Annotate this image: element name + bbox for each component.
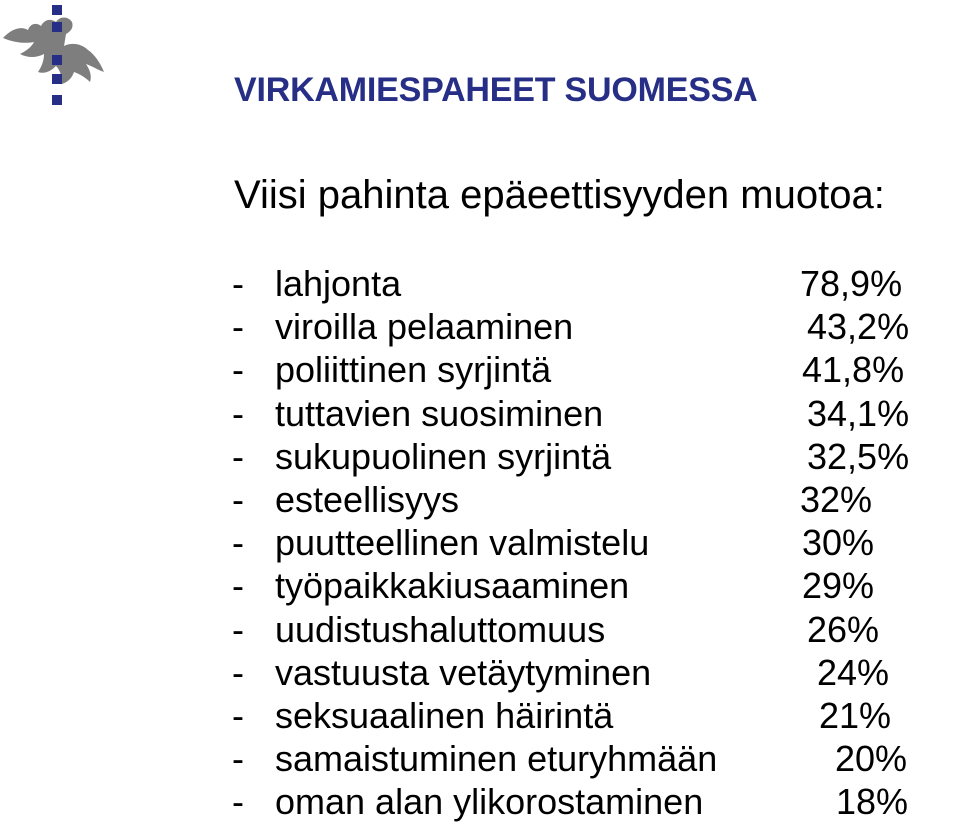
item-label: vastuusta vetäytyminen bbox=[275, 651, 652, 693]
item-percentage: 21% bbox=[819, 694, 892, 736]
subtitle: Viisi pahinta epäeettisyyden muotoa: bbox=[234, 173, 885, 217]
item-percentage: 30% bbox=[802, 522, 875, 564]
list-bullet: - bbox=[232, 263, 244, 304]
list-bullet: - bbox=[232, 781, 244, 823]
item-percentage: 32% bbox=[800, 478, 873, 520]
list-bullet: - bbox=[232, 478, 244, 520]
list-bullet: - bbox=[232, 306, 244, 348]
item-label: samaistuminen eturyhmään bbox=[275, 738, 718, 780]
item-label: oman alan ylikorostaminen bbox=[275, 781, 704, 823]
item-label: viroilla pelaaminen bbox=[275, 306, 574, 348]
item-percentage: 18% bbox=[836, 781, 909, 823]
item-percentage: 34,1% bbox=[807, 392, 910, 434]
item-label: lahjonta bbox=[275, 263, 402, 304]
list-bullet: - bbox=[232, 522, 244, 564]
item-label: sukupuolinen syrjintä bbox=[275, 435, 612, 477]
list-bullet: - bbox=[232, 651, 244, 693]
item-percentage: 78,9% bbox=[800, 263, 903, 304]
list-bullet: - bbox=[232, 392, 244, 434]
item-percentage: 24% bbox=[817, 651, 890, 693]
list-bullet: - bbox=[232, 565, 244, 607]
page-title: VIRKAMIESPAHEET SUOMESSA bbox=[234, 71, 758, 109]
item-percentage: 26% bbox=[807, 608, 880, 650]
item-label: puutteellinen valmistelu bbox=[275, 522, 650, 564]
item-label: esteellisyys bbox=[275, 478, 460, 520]
item-percentage: 29% bbox=[802, 565, 875, 607]
item-label: työpaikkakiusaaminen bbox=[275, 565, 630, 607]
list-bullet: - bbox=[232, 349, 244, 391]
list-bullet: - bbox=[232, 694, 244, 736]
university-logo-icon bbox=[0, 0, 115, 112]
item-percentage: 20% bbox=[835, 738, 908, 780]
item-label: poliittinen syrjintä bbox=[275, 349, 552, 391]
item-label: uudistushaluttomuus bbox=[275, 608, 606, 650]
list-bullet: - bbox=[232, 608, 244, 650]
item-label: seksuaalinen häirintä bbox=[275, 694, 614, 736]
list-bullet: - bbox=[232, 738, 244, 780]
item-percentage: 32,5% bbox=[807, 435, 910, 477]
item-percentage: 41,8% bbox=[802, 349, 905, 391]
item-percentage: 43,2% bbox=[807, 306, 910, 348]
list-bullet: - bbox=[232, 435, 244, 477]
item-label: tuttavien suosiminen bbox=[275, 392, 604, 434]
